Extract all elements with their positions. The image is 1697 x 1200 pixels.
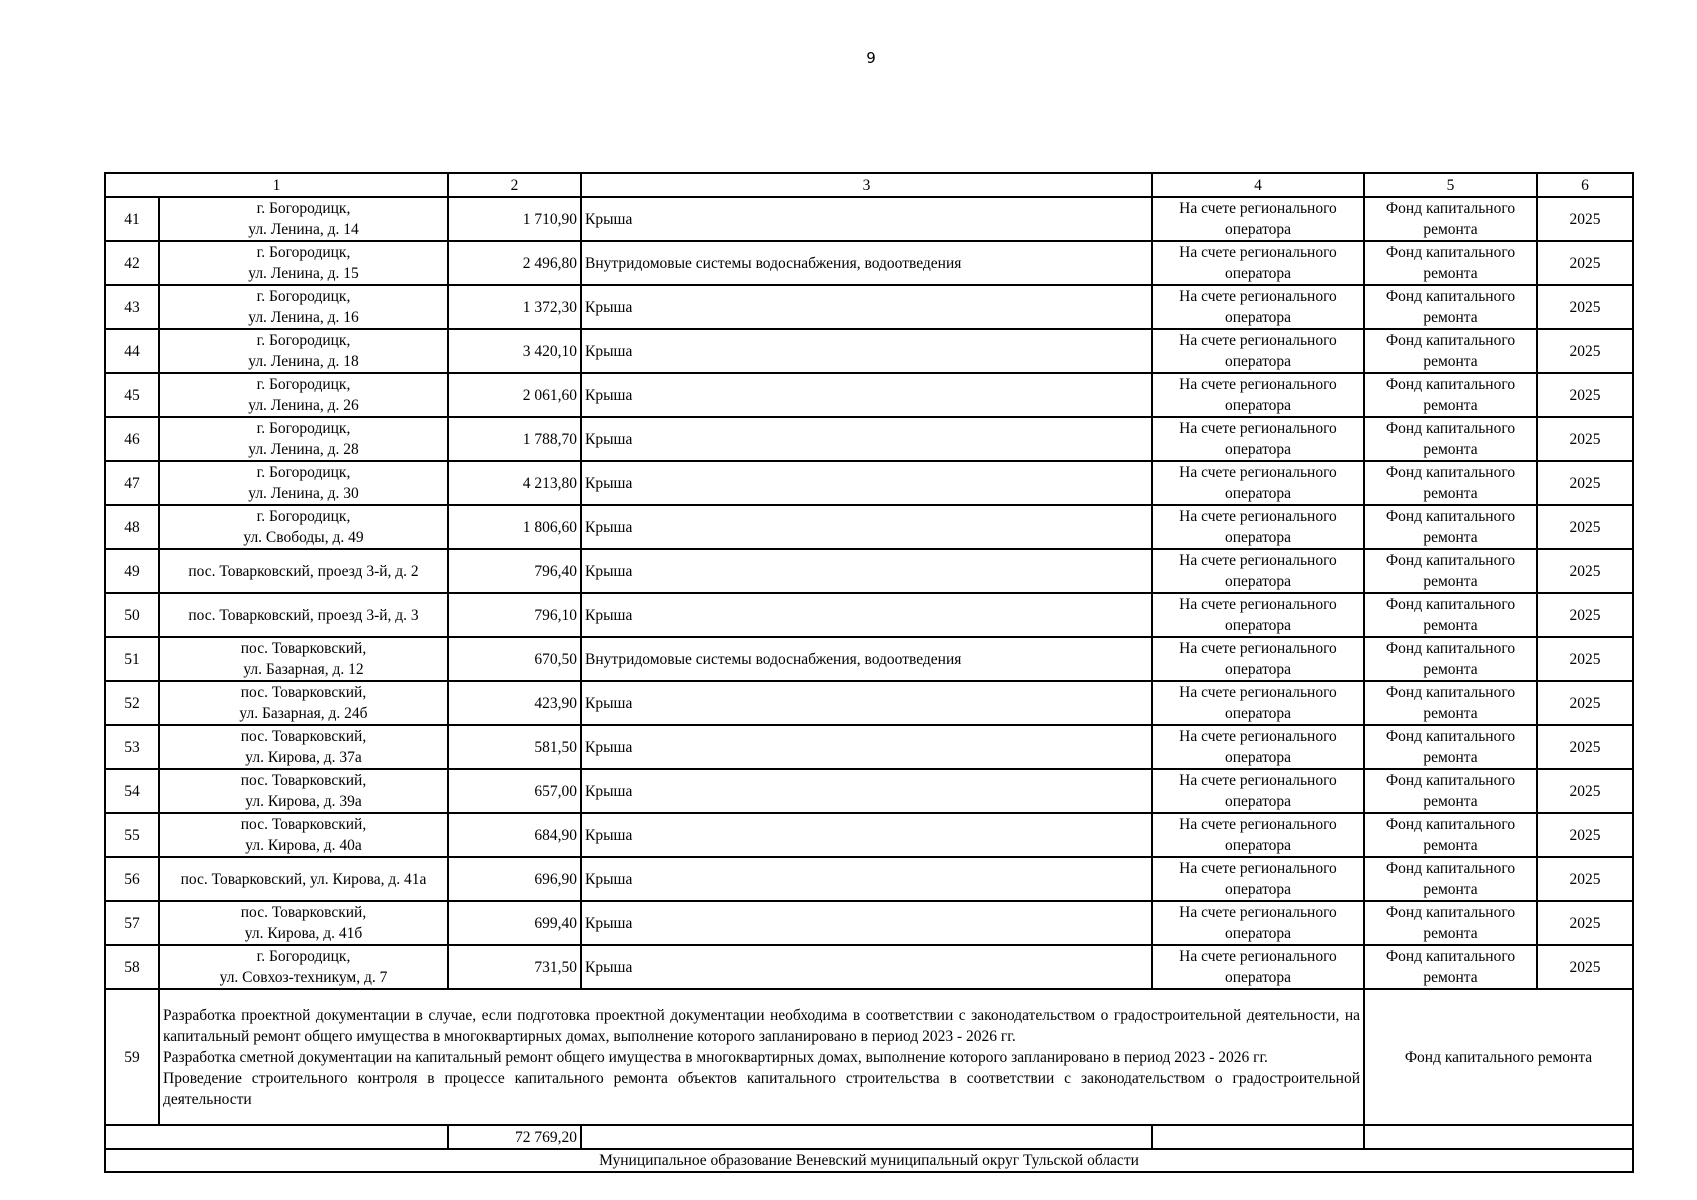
table-row [105, 593, 1633, 637]
empty-cell [1364, 1125, 1633, 1149]
funding-source-cell: Фонд капитального ремонта [1364, 373, 1537, 417]
area-cell: 796,10 [448, 593, 581, 637]
row-number-cell: 44 [105, 329, 159, 373]
account-cell: На счете регионального оператора [1152, 329, 1364, 373]
funding-source-cell: Фонд капитального ремонта [1364, 593, 1537, 637]
account-cell: На счете регионального оператора [1152, 593, 1364, 637]
area-cell: 581,50 [448, 725, 581, 769]
address-cell: пос. Товарковский, проезд 3-й, д. 3 [159, 593, 448, 637]
account-cell: На счете регионального оператора [1152, 549, 1364, 593]
funding-source-cell: Фонд капитального ремонта [1364, 329, 1537, 373]
account-cell: На счете регионального оператора [1152, 901, 1364, 945]
funding-source-cell: Фонд капитального ремонта [1364, 945, 1537, 989]
area-cell: 2 496,80 [448, 241, 581, 285]
account-cell: На счете регионального оператора [1152, 945, 1364, 989]
funding-source-cell: Фонд капитального ремонта [1364, 857, 1537, 901]
year-cell: 2025 [1537, 417, 1633, 461]
row-number-cell: 51 [105, 637, 159, 681]
year-cell: 2025 [1537, 197, 1633, 241]
work-type-cell: Крыша [581, 901, 1152, 945]
year-cell: 2025 [1537, 769, 1633, 813]
row-number-cell: 42 [105, 241, 159, 285]
area-cell: 696,90 [448, 857, 581, 901]
capital-repair-table [104, 172, 1634, 1173]
work-type-cell: Крыша [581, 549, 1152, 593]
municipality-title: Муниципальное образование Веневский муниципальный округ Тульской области [105, 1149, 1633, 1172]
row-number-cell: 57 [105, 901, 159, 945]
account-cell: На счете регионального оператора [1152, 681, 1364, 725]
row-number-cell: 59 [105, 989, 159, 1125]
work-type-cell: Крыша [581, 593, 1152, 637]
work-type-cell: Крыша [581, 461, 1152, 505]
address-cell: г. Богородицк, ул. Ленина, д. 30 [159, 461, 448, 505]
work-type-cell: Крыша [581, 769, 1152, 813]
address-cell: г. Богородицк, ул. Ленина, д. 18 [159, 329, 448, 373]
table-row [105, 285, 1633, 329]
row-number-cell: 47 [105, 461, 159, 505]
account-cell: На счете регионального оператора [1152, 241, 1364, 285]
services-description-paragraph: Проведение строительного контроля в процессе капитального ремонта объектов капитального строительства в соответствии с законодательством о градостроительной деятельности [163, 1069, 1360, 1108]
services-description-paragraph: Разработка проектной документации в случае, если подготовка проектной документации необходима в соответствии с законодательством о градостроительной деятельности, на капитальный ремонт общего имущества в многоквартирных домах, выполнение которого запланировано в период 2023 - 2026 гг. [163, 1006, 1360, 1045]
empty-cell [105, 1125, 448, 1149]
address-cell: пос. Товарковский, ул. Кирова, д. 37а [159, 725, 448, 769]
account-cell: На счете регионального оператора [1152, 813, 1364, 857]
work-type-cell: Крыша [581, 505, 1152, 549]
funding-source-cell: Фонд капитального ремонта [1364, 241, 1537, 285]
account-cell: На счете регионального оператора [1152, 725, 1364, 769]
area-cell: 699,40 [448, 901, 581, 945]
table-row [105, 417, 1633, 461]
account-cell: На счете регионального оператора [1152, 285, 1364, 329]
area-cell: 684,90 [448, 813, 581, 857]
table-header-row [105, 173, 1633, 197]
address-cell: пос. Товарковский, ул. Кирова, д. 41а [159, 857, 448, 901]
row-number-cell: 41 [105, 197, 159, 241]
year-cell: 2025 [1537, 857, 1633, 901]
row-number-cell: 55 [105, 813, 159, 857]
empty-cell [1152, 1125, 1364, 1149]
table-row [105, 461, 1633, 505]
area-cell: 1 372,30 [448, 285, 581, 329]
account-cell: На счете регионального оператора [1152, 637, 1364, 681]
year-cell: 2025 [1537, 329, 1633, 373]
year-cell: 2025 [1537, 241, 1633, 285]
area-cell: 2 061,60 [448, 373, 581, 417]
funding-source-cell: Фонд капитального ремонта [1364, 197, 1537, 241]
work-type-cell: Крыша [581, 197, 1152, 241]
row-number-cell: 43 [105, 285, 159, 329]
row-number-cell: 50 [105, 593, 159, 637]
funding-source-cell: Фонд капитального ремонта [1364, 549, 1537, 593]
funding-source-cell: Фонд капитального ремонта [1364, 285, 1537, 329]
row-number-cell: 54 [105, 769, 159, 813]
year-cell: 2025 [1537, 637, 1633, 681]
total-area-cell: 72 769,20 [448, 1125, 581, 1149]
funding-source-cell: Фонд капитального ремонта [1364, 813, 1537, 857]
account-cell: На счете регионального оператора [1152, 505, 1364, 549]
funding-source-cell: Фонд капитального ремонта [1364, 725, 1537, 769]
year-cell: 2025 [1537, 373, 1633, 417]
year-cell: 2025 [1537, 813, 1633, 857]
address-cell: г. Богородицк, ул. Ленина, д. 26 [159, 373, 448, 417]
funding-source-cell: Фонд капитального ремонта [1364, 901, 1537, 945]
area-cell: 1 710,90 [448, 197, 581, 241]
year-cell: 2025 [1537, 593, 1633, 637]
table-row [105, 681, 1633, 725]
funding-source-cell: Фонд капитального ремонта [1364, 461, 1537, 505]
address-cell: г. Богородицк, ул. Совхоз-техникум, д. 7 [159, 945, 448, 989]
table-row [105, 769, 1633, 813]
work-type-cell: Крыша [581, 285, 1152, 329]
account-cell: На счете регионального оператора [1152, 417, 1364, 461]
address-cell: пос. Товарковский, ул. Кирова, д. 39а [159, 769, 448, 813]
address-cell: г. Богородицк, ул. Ленина, д. 28 [159, 417, 448, 461]
year-cell: 2025 [1537, 549, 1633, 593]
table-row [105, 637, 1633, 681]
funding-source-cell: Фонд капитального ремонта [1364, 769, 1537, 813]
column-header-1: 1 [105, 173, 448, 197]
column-header-5: 5 [1364, 173, 1537, 197]
year-cell: 2025 [1537, 945, 1633, 989]
row-number-cell: 56 [105, 857, 159, 901]
address-cell: пос. Товарковский, ул. Базарная, д. 12 [159, 637, 448, 681]
row-number-cell: 45 [105, 373, 159, 417]
row-number-cell: 48 [105, 505, 159, 549]
row-number-cell: 52 [105, 681, 159, 725]
area-cell: 1 788,70 [448, 417, 581, 461]
account-cell: На счете регионального оператора [1152, 857, 1364, 901]
table-row [105, 725, 1633, 769]
account-cell: На счете регионального оператора [1152, 197, 1364, 241]
address-cell: г. Богородицк, ул. Ленина, д. 16 [159, 285, 448, 329]
row-number-cell: 49 [105, 549, 159, 593]
table-row [105, 549, 1633, 593]
area-cell: 1 806,60 [448, 505, 581, 549]
account-cell: На счете регионального оператора [1152, 373, 1364, 417]
work-type-cell: Крыша [581, 813, 1152, 857]
account-cell: На счете регионального оператора [1152, 769, 1364, 813]
table-row [105, 945, 1633, 989]
year-cell: 2025 [1537, 285, 1633, 329]
row-number-cell: 53 [105, 725, 159, 769]
address-cell: г. Богородицк, ул. Свободы, д. 49 [159, 505, 448, 549]
work-type-cell: Внутридомовые системы водоснабжения, водоотведения [581, 637, 1152, 681]
services-description-paragraph: Разработка сметной документации на капитальный ремонт общего имущества в многоквартирных домах, выполнение которого запланировано в период 2023 - 2026 гг. [163, 1048, 1268, 1066]
area-cell: 4 213,80 [448, 461, 581, 505]
work-type-cell: Крыша [581, 373, 1152, 417]
row-number-cell: 58 [105, 945, 159, 989]
column-header-6: 6 [1537, 173, 1633, 197]
funding-source-cell: Фонд капитального ремонта [1364, 417, 1537, 461]
funding-source-cell: Фонд капитального ремонта [1364, 505, 1537, 549]
address-cell: пос. Товарковский, ул. Кирова, д. 40а [159, 813, 448, 857]
address-cell: г. Богородицк, ул. Ленина, д. 14 [159, 197, 448, 241]
municipality-row [105, 1149, 1633, 1172]
total-row [105, 1125, 1633, 1149]
table-row [105, 857, 1633, 901]
column-header-4: 4 [1152, 173, 1364, 197]
table-row [105, 505, 1633, 549]
year-cell: 2025 [1537, 681, 1633, 725]
address-cell: пос. Товарковский, проезд 3-й, д. 2 [159, 549, 448, 593]
table-row [105, 197, 1633, 241]
work-type-cell: Крыша [581, 857, 1152, 901]
address-cell: пос. Товарковский, ул. Кирова, д. 41б [159, 901, 448, 945]
page-number: 9 [866, 49, 876, 67]
funding-source-cell: Фонд капитального ремонта [1364, 681, 1537, 725]
table-row-services [105, 989, 1633, 1125]
area-cell: 731,50 [448, 945, 581, 989]
work-type-cell: Крыша [581, 945, 1152, 989]
table-row [105, 241, 1633, 285]
column-header-2: 2 [448, 173, 581, 197]
work-type-cell: Крыша [581, 725, 1152, 769]
work-type-cell: Крыша [581, 681, 1152, 725]
area-cell: 3 420,10 [448, 329, 581, 373]
table-row [105, 901, 1633, 945]
address-cell: пос. Товарковский, ул. Базарная, д. 24б [159, 681, 448, 725]
area-cell: 796,40 [448, 549, 581, 593]
column-header-3: 3 [581, 173, 1152, 197]
year-cell: 2025 [1537, 505, 1633, 549]
table-row [105, 813, 1633, 857]
work-type-cell: Крыша [581, 329, 1152, 373]
area-cell: 670,50 [448, 637, 581, 681]
year-cell: 2025 [1537, 461, 1633, 505]
table-row [105, 373, 1633, 417]
row-number-cell: 46 [105, 417, 159, 461]
funding-source-cell: Фонд капитального ремонта [1364, 989, 1633, 1125]
area-cell: 657,00 [448, 769, 581, 813]
table-row [105, 329, 1633, 373]
empty-cell [581, 1125, 1152, 1149]
area-cell: 423,90 [448, 681, 581, 725]
account-cell: На счете регионального оператора [1152, 461, 1364, 505]
services-description-cell [159, 989, 1364, 1125]
work-type-cell: Крыша [581, 417, 1152, 461]
year-cell: 2025 [1537, 901, 1633, 945]
year-cell: 2025 [1537, 725, 1633, 769]
address-cell: г. Богородицк, ул. Ленина, д. 15 [159, 241, 448, 285]
funding-source-cell: Фонд капитального ремонта [1364, 637, 1537, 681]
work-type-cell: Внутридомовые системы водоснабжения, водоотведения [581, 241, 1152, 285]
